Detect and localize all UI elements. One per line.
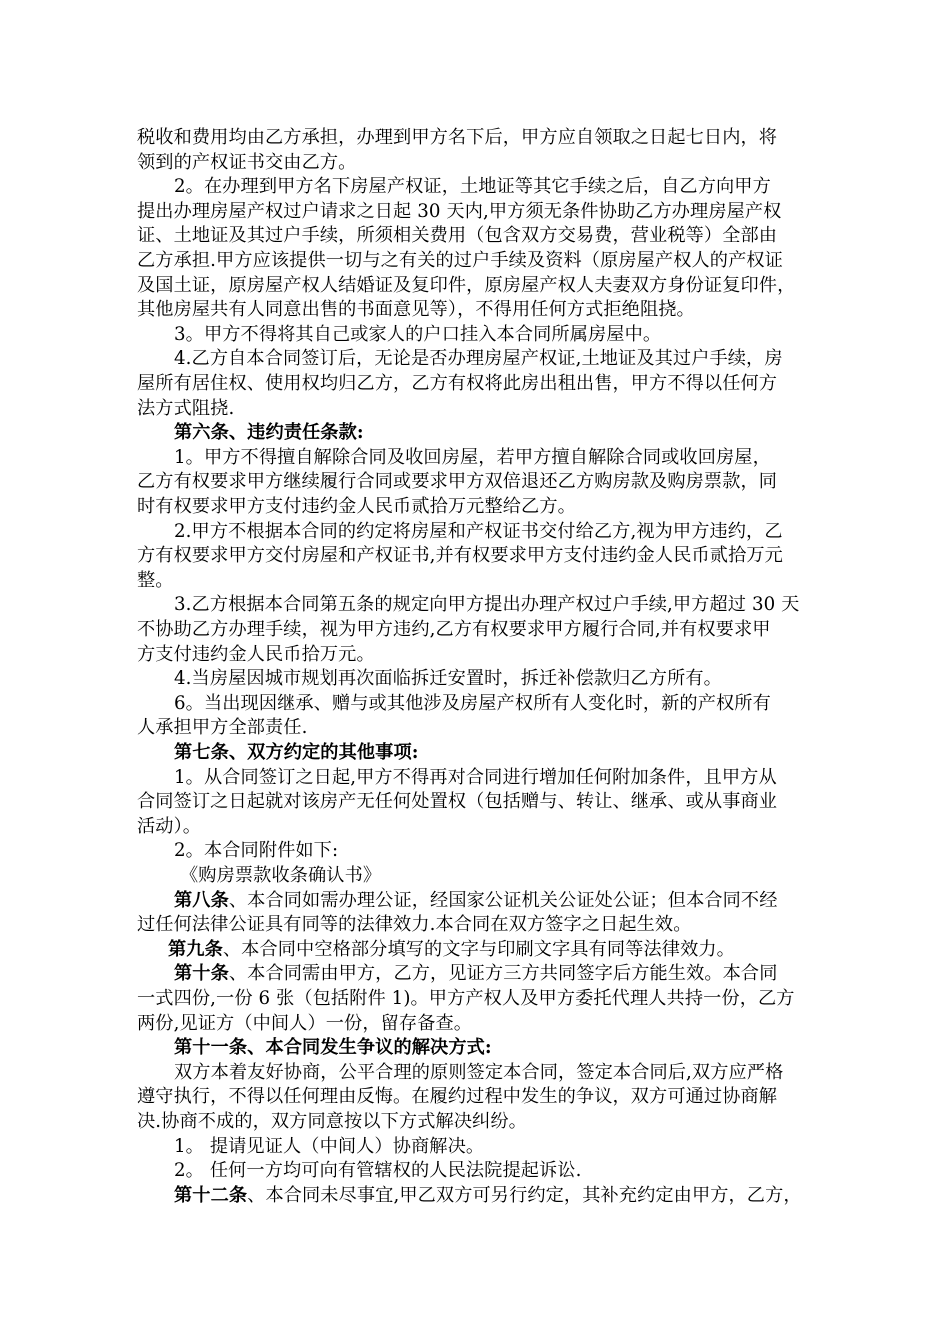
text-line <box>137 617 771 643</box>
text-line <box>174 666 722 692</box>
text-line <box>137 223 777 249</box>
section-heading <box>174 420 364 446</box>
text-line <box>137 150 356 176</box>
line-text: 其他房屋共有人同意出售的书面意见等），不得用任何方式拒绝阻挠。 <box>137 299 695 321</box>
line-text: 时有权要求甲方支付违约金人民币贰拾万元整给乙方。 <box>137 496 576 517</box>
line-text: 一式四份,一份 6 张（包括附件 1)。甲方产权人及甲方委托代理人共持一份，乙方 <box>137 988 795 1009</box>
line-text: 提出办理房屋产权过户请求之日起 30 天内,甲方须无条件协助乙方办理房屋产权 <box>137 200 782 222</box>
text-line <box>137 273 795 299</box>
line-text: 双方本着友好协商，公平合理的原则签定本合同，签定本合同后,双方应严格 <box>174 1061 784 1083</box>
text-line <box>137 789 777 815</box>
line-text: 3。甲方不得将其自己或家人的户口挂入本合同所属房屋中。 <box>174 323 662 345</box>
line-text: 及国土证，原房屋产权人结婚证及复印件，原房屋产权人夫妻双方身份证复印件， <box>137 274 796 296</box>
line-text: 、本合同需由甲方，乙方，见证方三方共同签字后方能生效。本合同 <box>228 963 778 985</box>
text-line <box>174 961 778 987</box>
text-line <box>137 912 692 938</box>
text-line <box>137 248 783 274</box>
section-heading <box>174 740 419 766</box>
text-line <box>137 1084 777 1110</box>
line-text: 1。从合同签订之日起,甲方不得再对合同进行增加任何附加条件，且甲方从 <box>174 766 777 788</box>
line-text: 法方式阻挠. <box>137 397 235 419</box>
line-text: 1。 提请见证人（中间人）协商解决。 <box>174 1135 485 1157</box>
text-line <box>137 986 795 1012</box>
line-text: 2。本合同附件如下: <box>174 840 339 862</box>
line-text: 遵守执行，不得以任何理由反悔。在履约过程中发生的争议，双方可通过协商解 <box>137 1086 778 1108</box>
text-line <box>174 1134 484 1160</box>
text-line <box>174 1183 802 1209</box>
line-text: 乙方有权要求甲方继续履行合同或要求甲方双倍退还乙方购房款及购房票款，同 <box>137 471 778 493</box>
text-line <box>168 937 735 963</box>
line-text: 屋所有居住权、使用权均归乙方，乙方有权将此房出租出售，甲方不得以任何方 <box>137 373 778 394</box>
text-line <box>137 543 783 569</box>
line-text: 领到的产权证书交由乙方。 <box>137 151 357 173</box>
line-text: 决.协商不成的，双方同意按以下方式解决纠纷。 <box>137 1111 527 1132</box>
text-line <box>174 765 777 791</box>
text-line <box>174 322 661 348</box>
line-text: 1。甲方不得擅自解除合同及收回房屋，若甲方擅自解除合同或收回房屋， <box>174 446 771 468</box>
text-line <box>180 863 381 889</box>
bold-label: 第九条 <box>168 938 223 960</box>
section-heading <box>174 1035 492 1061</box>
line-text: 证、土地证及其过户手续，所须相关费用（包含双方交易费，营业税等）全部由 <box>137 225 778 247</box>
line-text: 活动）。 <box>137 815 202 837</box>
text-line <box>137 371 777 397</box>
text-line <box>137 715 307 741</box>
line-text: 2。 任何一方均可向有管辖权的人民法院提起诉讼. <box>174 1160 582 1182</box>
text-line <box>174 1060 783 1086</box>
bold-label: 第十一条、本合同发生争议的解决方式: <box>174 1037 492 1059</box>
line-text: 2.甲方不根据本合同的约定将房屋和产权证书交付给乙方,视为甲方违约，乙 <box>174 520 783 542</box>
text-line <box>137 494 576 520</box>
bold-label: 第十二条 <box>174 1184 248 1206</box>
text-line <box>137 125 777 151</box>
line-text: 合同签订之日起就对该房产无任何处置权（包括赠与、转让、继承、或从事商业 <box>137 791 778 813</box>
text-line <box>174 888 778 914</box>
bold-label: 第六条、违约责任条款: <box>174 422 364 444</box>
text-line <box>174 519 783 545</box>
line-text: 2。在办理到甲方名下房屋产权证，土地证等其它手续之后，自乙方向甲方 <box>174 176 771 198</box>
line-text: 、本合同中空格部分填写的文字与印刷文字具有同等法律效力。 <box>222 938 735 960</box>
bold-label: 第七条、双方约定的其他事项: <box>174 742 419 763</box>
line-text: 整。 <box>137 569 174 591</box>
line-text: 不协助乙方办理手续，视为甲方违约,乙方有权要求甲方履行合同,并有权要求甲 <box>137 619 771 640</box>
line-text: 4.当房屋因城市规划再次面临拆迁安置时，拆迁补偿款归乙方所有。 <box>174 668 722 690</box>
line-text: 《购房票款收条确认书》 <box>180 865 382 886</box>
line-text: 4.乙方自本合同签订后，无论是否办理房屋产权证,土地证及其过户手续，房 <box>174 348 783 370</box>
text-line <box>137 1011 472 1037</box>
bold-label: 第八条 <box>174 889 229 911</box>
line-text: 税收和费用均由乙方承担，办理到甲方名下后，甲方应自领取之日起七日内，将 <box>137 127 778 148</box>
line-text: 6。当出现因继承、赠与或其他涉及房屋产权所有人变化时，新的产权所有 <box>174 692 771 714</box>
line-text: 、本合同如需办理公证，经国家公证机关公证处公证；但本合同不经 <box>228 889 778 911</box>
text-line <box>137 568 174 594</box>
line-text: 方有权要求甲方交付房屋和产权证书,并有权要求甲方支付违约金人民币贰拾万元 <box>137 545 783 567</box>
bold-label: 第十条 <box>174 963 229 985</box>
line-text: 过任何法律公证具有同等的法律效力.本合同在双方签字之日起生效。 <box>137 914 692 936</box>
text-line <box>174 346 783 372</box>
text-line <box>174 1158 581 1184</box>
line-text: 、本合同未尽事宜,甲乙双方可另行约定，其补充约定由甲方，乙方， <box>247 1184 802 1206</box>
line-text: 乙方承担.甲方应该提供一切与之有关的过户手续及资料（原房屋产权人的产权证 <box>137 250 783 271</box>
text-line <box>137 1109 527 1135</box>
text-line <box>137 814 201 840</box>
text-line <box>174 691 771 717</box>
text-line <box>174 838 338 864</box>
line-text: 3.乙方根据本合同第五条的规定向甲方提出办理产权过户手续,甲方超过 30 天 <box>174 594 800 616</box>
text-line <box>137 469 777 495</box>
text-line <box>174 174 771 200</box>
line-text: 方支付违约金人民币拾万元。 <box>137 643 375 665</box>
text-line <box>137 396 234 422</box>
text-line <box>137 642 375 668</box>
text-line <box>174 445 771 471</box>
line-text: 人承担甲方全部责任. <box>137 717 308 739</box>
text-line <box>174 592 799 618</box>
line-text: 两份,见证方（中间人）一份，留存备查。 <box>137 1012 473 1034</box>
text-line <box>137 199 781 225</box>
text-line <box>137 297 695 323</box>
